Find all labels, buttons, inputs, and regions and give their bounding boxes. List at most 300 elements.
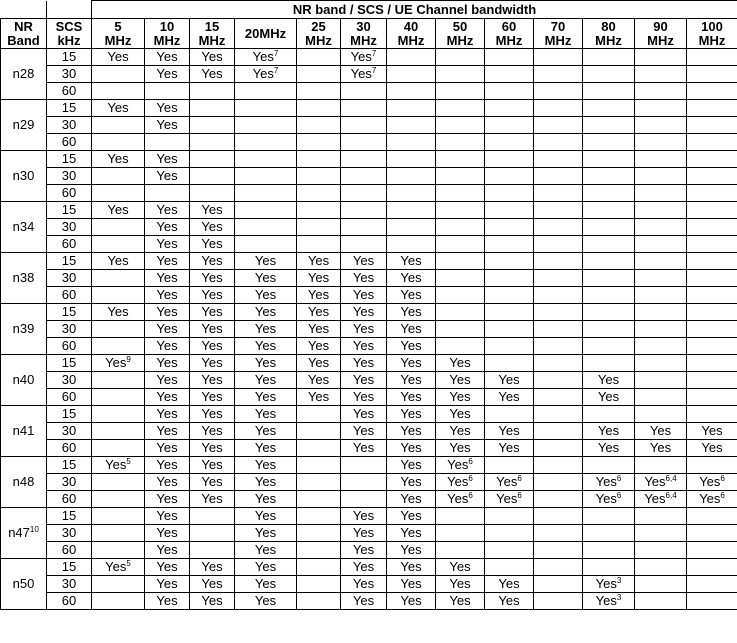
support-cell: Yes (92, 304, 145, 321)
support-cell (297, 134, 341, 151)
support-cell (687, 304, 737, 321)
support-cell (485, 253, 534, 270)
scs-value: 30 (47, 168, 92, 185)
table-row (1, 304, 737, 321)
support-cell: Yes (190, 219, 235, 236)
support-cell (635, 321, 687, 338)
table-row (1, 355, 737, 372)
support-cell (534, 117, 583, 134)
support-cell (92, 270, 145, 287)
support-cell: Yes$^5$ (92, 559, 145, 576)
support-cell: Yes (387, 253, 436, 270)
support-cell (635, 270, 687, 287)
support-cell: Yes (436, 355, 485, 372)
support-cell (534, 542, 583, 559)
support-cell: Yes (297, 338, 341, 355)
support-cell (436, 83, 485, 100)
support-cell: Yes$^{6,4}$ (635, 474, 687, 491)
scs-value: 60 (47, 542, 92, 559)
table-title: NR band / SCS / UE Channel bandwidth (92, 1, 737, 19)
support-cell (583, 355, 635, 372)
header-bandwidth-50mhz (436, 19, 485, 49)
support-cell (534, 134, 583, 151)
support-cell (534, 270, 583, 287)
table-row (1, 253, 737, 270)
support-cell (92, 576, 145, 593)
support-cell: Yes (190, 321, 235, 338)
support-cell (635, 406, 687, 423)
scs-value: 60 (47, 83, 92, 100)
scs-value: 60 (47, 491, 92, 508)
support-cell (297, 219, 341, 236)
support-cell (583, 49, 635, 66)
table-row (1, 457, 737, 474)
support-cell (92, 321, 145, 338)
band-label: n50 (1, 559, 47, 610)
support-cell: Yes (297, 270, 341, 287)
support-cell: Yes (341, 355, 387, 372)
support-cell: Yes (485, 423, 534, 440)
support-cell: Yes$^6$ (436, 457, 485, 474)
footnote-ref: 6 (616, 491, 622, 500)
support-cell (387, 151, 436, 168)
support-cell: Yes (387, 542, 436, 559)
support-cell: Yes (235, 525, 297, 542)
band-label: $n47^{10}$ (1, 508, 47, 559)
support-cell: Yes (145, 593, 190, 610)
support-cell: Yes (145, 304, 190, 321)
support-cell (92, 389, 145, 406)
support-cell: Yes (436, 576, 485, 593)
support-cell: Yes (387, 287, 436, 304)
support-cell (92, 491, 145, 508)
support-cell: Yes (341, 440, 387, 457)
support-cell: Yes (387, 593, 436, 610)
scs-value: 30 (47, 219, 92, 236)
support-cell: Yes (235, 304, 297, 321)
support-cell (635, 83, 687, 100)
scs-value: 60 (47, 236, 92, 253)
header-text: 70 (550, 18, 566, 34)
support-cell (436, 304, 485, 321)
support-cell: Yes (190, 304, 235, 321)
support-cell (190, 83, 235, 100)
support-cell (436, 202, 485, 219)
support-cell (534, 593, 583, 610)
scs-value: 15 (47, 508, 92, 525)
support-cell (485, 270, 534, 287)
support-cell (534, 66, 583, 83)
footnote-ref: 3 (616, 593, 622, 602)
support-cell: Yes (145, 355, 190, 372)
support-cell (687, 355, 737, 372)
support-cell: Yes (485, 593, 534, 610)
support-cell (635, 117, 687, 134)
scs-value: 30 (47, 117, 92, 134)
support-cell (235, 168, 297, 185)
support-cell (687, 287, 737, 304)
header-bandwidth-70mhz (534, 19, 583, 49)
support-cell (92, 542, 145, 559)
support-cell (485, 321, 534, 338)
support-cell (297, 236, 341, 253)
support-cell (297, 83, 341, 100)
support-cell (341, 83, 387, 100)
header-text: 40 (403, 18, 419, 34)
support-cell: Yes (190, 49, 235, 66)
support-cell: Yes (190, 423, 235, 440)
support-cell: Yes (387, 559, 436, 576)
band-label: n28 (1, 49, 47, 100)
footnote-ref: 6 (468, 457, 473, 466)
support-cell (534, 49, 583, 66)
table-row (1, 100, 737, 117)
support-cell: Yes (235, 593, 297, 610)
support-cell (92, 406, 145, 423)
support-cell: Yes (297, 304, 341, 321)
support-cell (485, 151, 534, 168)
support-cell (92, 508, 145, 525)
header-text: MHz (397, 32, 425, 48)
support-cell (297, 100, 341, 117)
support-cell (583, 508, 635, 525)
support-cell (635, 576, 687, 593)
support-cell: Yes (190, 372, 235, 389)
support-cell (583, 304, 635, 321)
support-cell (387, 168, 436, 185)
support-cell: Yes (297, 372, 341, 389)
scs-value: 60 (47, 287, 92, 304)
support-cell (436, 151, 485, 168)
support-cell: Yes (145, 338, 190, 355)
support-cell (534, 440, 583, 457)
header-text: kHz (57, 32, 81, 48)
table-row (1, 49, 737, 66)
support-cell (92, 423, 145, 440)
support-cell: Yes$^7$ (341, 66, 387, 83)
support-cell: Yes (190, 593, 235, 610)
support-cell (92, 236, 145, 253)
support-cell: Yes (145, 372, 190, 389)
support-cell: Yes (341, 321, 387, 338)
support-cell (635, 304, 687, 321)
support-cell: Yes (190, 355, 235, 372)
support-cell (387, 134, 436, 151)
support-cell: Yes (341, 508, 387, 525)
table-row (1, 168, 737, 185)
support-cell (687, 253, 737, 270)
support-cell (297, 576, 341, 593)
support-cell (341, 219, 387, 236)
support-cell: Yes (190, 559, 235, 576)
support-cell (436, 219, 485, 236)
table-row (1, 151, 737, 168)
support-cell: Yes (387, 576, 436, 593)
support-cell (92, 185, 145, 202)
support-cell: Yes (341, 525, 387, 542)
support-cell: Yes (145, 542, 190, 559)
support-cell (687, 185, 737, 202)
header-text: SCS (55, 18, 83, 34)
support-cell: Yes$^6$ (583, 474, 635, 491)
support-cell: Yes (436, 593, 485, 610)
support-cell (341, 168, 387, 185)
support-cell (635, 202, 687, 219)
support-cell (190, 151, 235, 168)
support-cell (534, 287, 583, 304)
support-cell (341, 474, 387, 491)
support-cell (297, 168, 341, 185)
support-cell (687, 559, 737, 576)
support-cell (436, 321, 485, 338)
support-cell (534, 253, 583, 270)
support-cell: Yes (145, 559, 190, 576)
support-cell: Yes$^7$ (341, 49, 387, 66)
support-cell (534, 151, 583, 168)
support-cell: Yes (235, 338, 297, 355)
support-cell (534, 100, 583, 117)
support-cell: Yes (485, 440, 534, 457)
support-cell: Yes (235, 406, 297, 423)
header-text: MHz (305, 32, 332, 48)
support-cell: Yes (387, 474, 436, 491)
support-cell: Yes (145, 236, 190, 253)
support-cell: Yes$^7$ (235, 49, 297, 66)
band-label: n40 (1, 355, 47, 406)
support-cell (92, 525, 145, 542)
support-cell: Yes$^6$ (583, 491, 635, 508)
support-cell: Yes$^6$ (687, 491, 737, 508)
support-cell (687, 151, 737, 168)
header-text: MHz (350, 32, 377, 48)
support-cell: Yes (92, 202, 145, 219)
support-cell (297, 66, 341, 83)
support-cell (436, 185, 485, 202)
support-cell: Yes (436, 423, 485, 440)
table-row (1, 202, 737, 219)
support-cell (635, 236, 687, 253)
support-cell (297, 491, 341, 508)
support-cell (485, 457, 534, 474)
support-cell (485, 287, 534, 304)
support-cell: Yes (235, 508, 297, 525)
support-cell (635, 542, 687, 559)
table-row (1, 474, 737, 491)
support-cell (687, 338, 737, 355)
support-cell (485, 49, 534, 66)
support-cell (534, 372, 583, 389)
band-label: n38 (1, 253, 47, 304)
support-cell (297, 525, 341, 542)
footnote-ref: 6 (720, 491, 725, 500)
header-text: 10 (159, 18, 175, 34)
support-cell (534, 355, 583, 372)
support-cell (436, 287, 485, 304)
support-cell: Yes (190, 202, 235, 219)
support-cell (485, 304, 534, 321)
support-cell: Yes (235, 542, 297, 559)
support-cell (534, 559, 583, 576)
table-row (1, 389, 737, 406)
footnote-ref: 6,4 (665, 474, 677, 483)
support-cell (297, 185, 341, 202)
support-cell: Yes (387, 270, 436, 287)
support-cell (92, 117, 145, 134)
support-cell: Yes$^7$ (235, 66, 297, 83)
support-cell (297, 474, 341, 491)
support-cell (687, 236, 737, 253)
support-cell (635, 219, 687, 236)
support-cell (687, 202, 737, 219)
support-cell (583, 406, 635, 423)
support-cell: Yes (92, 49, 145, 66)
support-cell: Yes (387, 355, 436, 372)
support-cell: Yes (145, 525, 190, 542)
support-cell (436, 66, 485, 83)
support-cell: Yes (235, 559, 297, 576)
support-cell: Yes$^{6,4}$ (635, 491, 687, 508)
support-cell (387, 236, 436, 253)
support-cell (387, 49, 436, 66)
table-corner-blank (1, 1, 47, 19)
support-cell: Yes (190, 287, 235, 304)
header-text: Band (7, 32, 40, 48)
band-label: n29 (1, 100, 47, 151)
scs-value: 15 (47, 457, 92, 474)
support-cell (583, 151, 635, 168)
scs-value: 15 (47, 100, 92, 117)
support-cell: Yes (436, 559, 485, 576)
footnote-ref: 7 (273, 49, 279, 58)
header-text: 90 (653, 18, 668, 34)
support-cell: Yes (235, 576, 297, 593)
support-cell (92, 83, 145, 100)
support-cell: Yes (235, 253, 297, 270)
support-cell (92, 338, 145, 355)
scs-value: 60 (47, 134, 92, 151)
support-cell: Yes (145, 321, 190, 338)
table-row (1, 440, 737, 457)
footnote-ref: 6 (468, 491, 473, 500)
support-cell: Yes (145, 389, 190, 406)
support-cell (436, 117, 485, 134)
footnote-ref: 3 (616, 576, 622, 585)
support-cell: Yes (145, 168, 190, 185)
support-cell: Yes$^6$ (485, 474, 534, 491)
support-cell (635, 508, 687, 525)
support-cell: Yes (235, 355, 297, 372)
support-cell (235, 151, 297, 168)
header-nr-band (1, 19, 47, 49)
support-cell (235, 83, 297, 100)
support-cell (583, 185, 635, 202)
support-cell (436, 270, 485, 287)
support-cell: Yes (485, 389, 534, 406)
support-cell: Yes (387, 321, 436, 338)
support-cell (92, 134, 145, 151)
table-row (1, 593, 737, 610)
support-cell (341, 151, 387, 168)
support-cell: Yes$^6$ (687, 474, 737, 491)
support-cell (485, 236, 534, 253)
support-cell (92, 287, 145, 304)
table-corner-blank (47, 1, 92, 19)
support-cell (534, 83, 583, 100)
support-cell (436, 338, 485, 355)
support-cell (297, 508, 341, 525)
header-bandwidth-60mhz (485, 19, 534, 49)
support-cell (583, 457, 635, 474)
table-row (1, 270, 737, 287)
support-cell (485, 185, 534, 202)
table-row (1, 83, 737, 100)
support-cell (687, 406, 737, 423)
table-row (1, 117, 737, 134)
band-label: n48 (1, 457, 47, 508)
support-cell (387, 66, 436, 83)
support-cell: Yes (341, 338, 387, 355)
table-row (1, 134, 737, 151)
scs-value: 30 (47, 372, 92, 389)
support-cell (635, 253, 687, 270)
support-cell (387, 100, 436, 117)
support-cell: Yes (387, 457, 436, 474)
support-cell (485, 100, 534, 117)
support-cell (534, 474, 583, 491)
support-cell (583, 202, 635, 219)
support-cell (635, 525, 687, 542)
support-cell: Yes (190, 440, 235, 457)
support-cell: Yes (387, 372, 436, 389)
support-cell (190, 525, 235, 542)
header-bandwidth-80mhz (583, 19, 635, 49)
support-cell (583, 270, 635, 287)
support-cell (687, 321, 737, 338)
support-cell: Yes (145, 66, 190, 83)
support-cell (635, 338, 687, 355)
header-text: MHz (595, 32, 622, 48)
support-cell (297, 151, 341, 168)
support-cell (583, 219, 635, 236)
scs-value: 30 (47, 576, 92, 593)
support-cell: Yes (190, 474, 235, 491)
support-cell (341, 134, 387, 151)
support-cell: Yes$^9$ (92, 355, 145, 372)
support-cell (387, 202, 436, 219)
header-text: MHz (446, 32, 474, 48)
support-cell (687, 593, 737, 610)
scs-value: 15 (47, 253, 92, 270)
support-cell: Yes (297, 287, 341, 304)
support-cell (687, 389, 737, 406)
header-bandwidth-30mhz (341, 19, 387, 49)
support-cell (341, 100, 387, 117)
support-cell (145, 185, 190, 202)
footnote-ref: 5 (126, 457, 131, 466)
support-cell (534, 304, 583, 321)
support-cell (235, 185, 297, 202)
support-cell: Yes (387, 525, 436, 542)
support-cell (387, 83, 436, 100)
support-cell (583, 236, 635, 253)
support-cell: Yes (145, 457, 190, 474)
support-cell (92, 440, 145, 457)
support-cell: Yes (190, 457, 235, 474)
support-cell: Yes (92, 151, 145, 168)
header-scs-khz (47, 19, 92, 49)
header-text: 80 (601, 18, 616, 34)
support-cell (687, 168, 737, 185)
